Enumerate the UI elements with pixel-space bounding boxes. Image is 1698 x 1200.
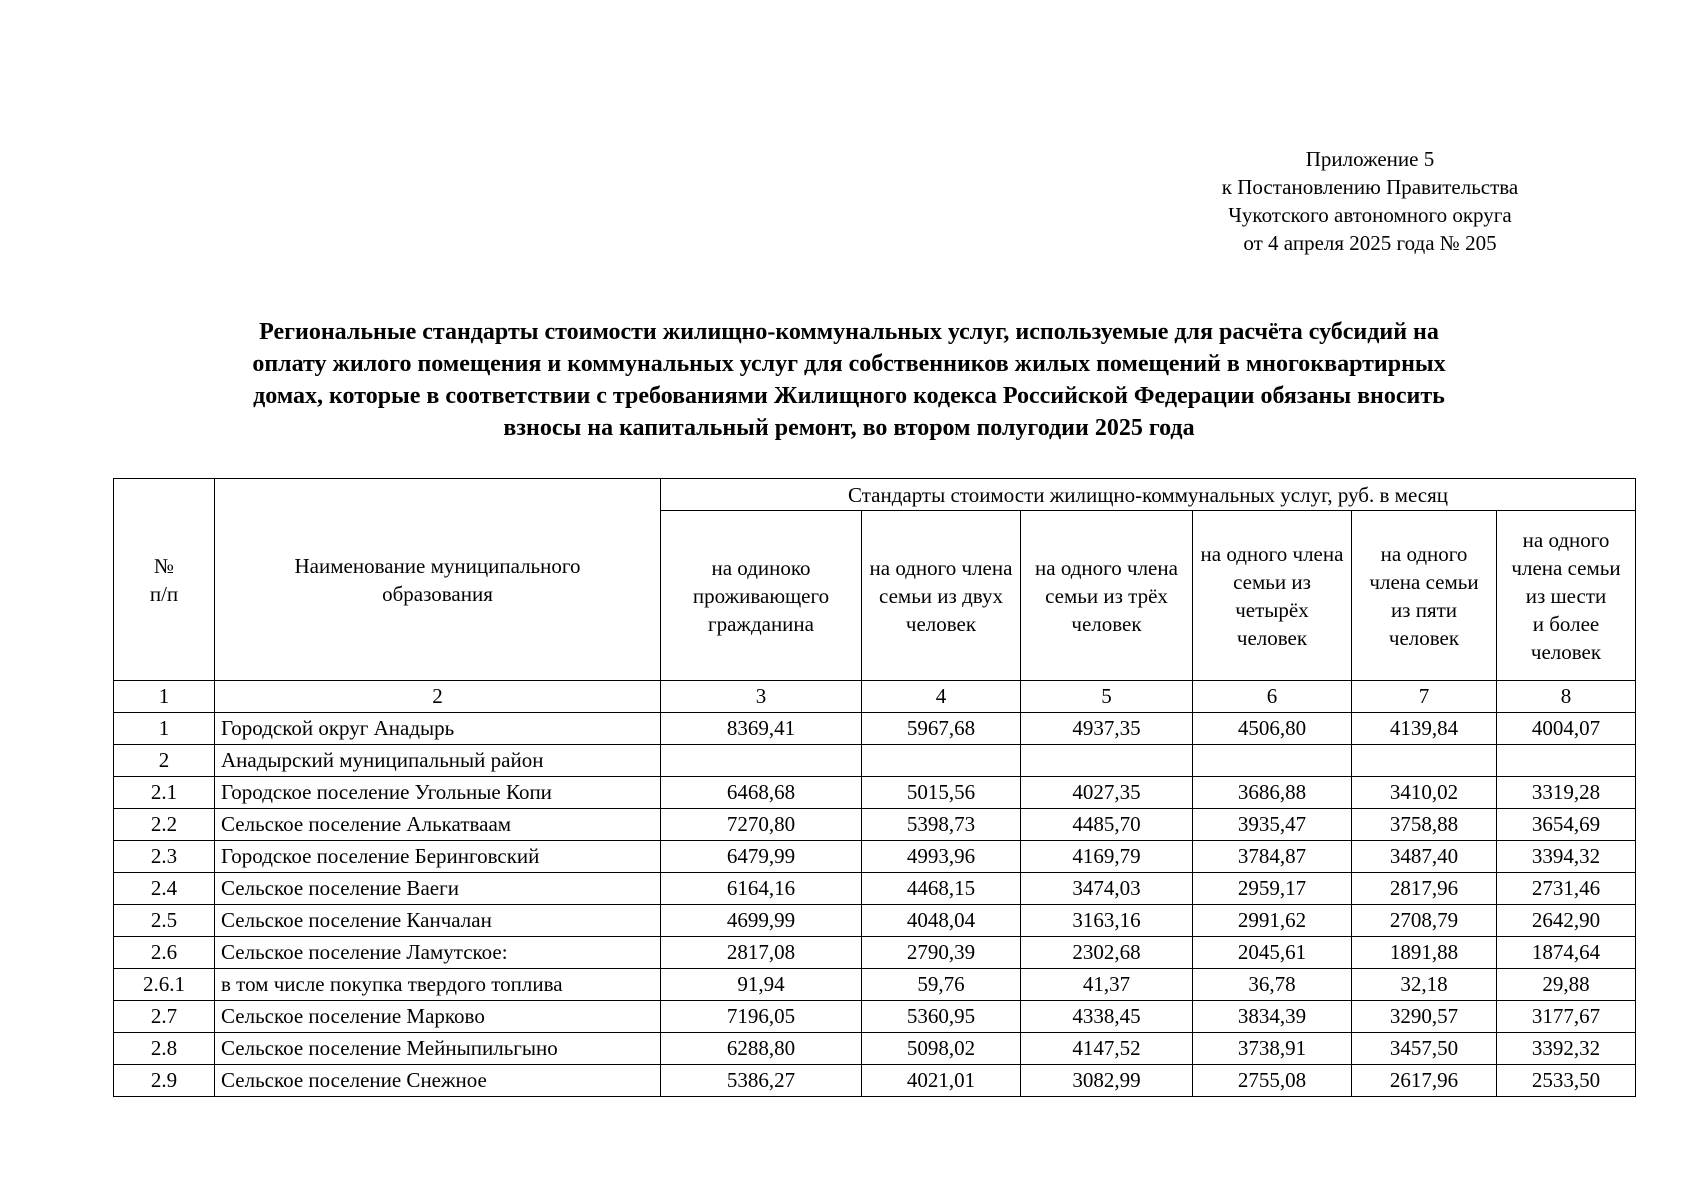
cost-value bbox=[661, 745, 862, 777]
column-number: 7 bbox=[1352, 681, 1497, 713]
cost-value: 4027,35 bbox=[1021, 777, 1193, 809]
column-number: 6 bbox=[1193, 681, 1352, 713]
municipality-name: Городской округ Анадырь bbox=[215, 713, 661, 745]
column-number: 3 bbox=[661, 681, 862, 713]
cost-value: 5015,56 bbox=[862, 777, 1021, 809]
title-line: взносы на капитальный ремонт, во втором полугодии 2025 года bbox=[503, 415, 1195, 441]
row-number: 2.7 bbox=[114, 1001, 215, 1033]
cost-value: 2617,96 bbox=[1352, 1065, 1497, 1097]
row-number: 2.3 bbox=[114, 841, 215, 873]
row-number: 2.6.1 bbox=[114, 969, 215, 1001]
cost-value: 3654,69 bbox=[1497, 809, 1636, 841]
cost-value: 3784,87 bbox=[1193, 841, 1352, 873]
cost-value: 2533,50 bbox=[1497, 1065, 1636, 1097]
cost-value: 36,78 bbox=[1193, 969, 1352, 1001]
header-name: Наименование муниципального образования bbox=[215, 479, 661, 681]
cost-value: 2731,46 bbox=[1497, 873, 1636, 905]
cost-value: 2959,17 bbox=[1193, 873, 1352, 905]
municipality-name: в том числе покупка твердого топлива bbox=[215, 969, 661, 1001]
cost-value: 3082,99 bbox=[1021, 1065, 1193, 1097]
row-number: 2 bbox=[114, 745, 215, 777]
cost-value bbox=[862, 745, 1021, 777]
cost-value: 5967,68 bbox=[862, 713, 1021, 745]
cost-value: 2817,08 bbox=[661, 937, 862, 969]
header-col5: на одного члена семьи из трёх человек bbox=[1021, 511, 1193, 681]
row-number: 2.2 bbox=[114, 809, 215, 841]
cost-value: 4048,04 bbox=[862, 905, 1021, 937]
cost-value: 59,76 bbox=[862, 969, 1021, 1001]
cost-value: 2302,68 bbox=[1021, 937, 1193, 969]
cost-value: 3686,88 bbox=[1193, 777, 1352, 809]
municipality-name: Сельское поселение Снежное bbox=[215, 1065, 661, 1097]
cost-value bbox=[1497, 745, 1636, 777]
cost-value: 3935,47 bbox=[1193, 809, 1352, 841]
cost-value: 91,94 bbox=[661, 969, 862, 1001]
column-number: 8 bbox=[1497, 681, 1636, 713]
header-group: Стандарты стоимости жилищно-коммунальных услуг, руб. в месяц bbox=[661, 479, 1636, 511]
cost-value: 29,88 bbox=[1497, 969, 1636, 1001]
cost-value: 4169,79 bbox=[1021, 841, 1193, 873]
document-title bbox=[120, 316, 1578, 444]
cost-value: 4004,07 bbox=[1497, 713, 1636, 745]
table-row bbox=[114, 777, 1636, 809]
table-row bbox=[114, 713, 1636, 745]
table-row bbox=[114, 745, 1636, 777]
municipality-name: Сельское поселение Ламутское: bbox=[215, 937, 661, 969]
cost-value: 5360,95 bbox=[862, 1001, 1021, 1033]
header-col8-line1: на одного члена семьи из шести bbox=[1511, 527, 1621, 608]
header-col6: на одного члена семьи из четырёх человек bbox=[1193, 511, 1352, 681]
column-number: 5 bbox=[1021, 681, 1193, 713]
table-row bbox=[114, 937, 1636, 969]
title-line: Региональные стандарты стоимости жилищно-коммунальных услуг, используемые для расчёта субсидий на bbox=[259, 319, 1439, 345]
cost-value: 4485,70 bbox=[1021, 809, 1193, 841]
cost-value: 4506,80 bbox=[1193, 713, 1352, 745]
column-number: 2 bbox=[215, 681, 661, 713]
row-number: 2.6 bbox=[114, 937, 215, 969]
cost-value: 3163,16 bbox=[1021, 905, 1193, 937]
column-number: 1 bbox=[114, 681, 215, 713]
cost-value: 2755,08 bbox=[1193, 1065, 1352, 1097]
cost-value: 6468,68 bbox=[661, 777, 862, 809]
cost-value: 5386,27 bbox=[661, 1065, 862, 1097]
appendix-line: Чукотского автономного округа bbox=[1228, 203, 1512, 227]
municipality-name: Сельское поселение Мейныпильгыно bbox=[215, 1033, 661, 1065]
row-number: 2.4 bbox=[114, 873, 215, 905]
cost-value bbox=[1193, 745, 1352, 777]
cost-value: 8369,41 bbox=[661, 713, 862, 745]
cost-value: 4338,45 bbox=[1021, 1001, 1193, 1033]
header-col7: на одного члена семьи из пяти человек bbox=[1352, 511, 1497, 681]
header-col8-line2: и более человек bbox=[1530, 611, 1602, 664]
cost-value: 2817,96 bbox=[1352, 873, 1497, 905]
appendix-block bbox=[1150, 145, 1590, 257]
cost-value: 3487,40 bbox=[1352, 841, 1497, 873]
header-col3: на одиноко проживающего гражданина bbox=[661, 511, 862, 681]
header-col8 bbox=[1497, 511, 1636, 681]
header-number bbox=[114, 479, 215, 681]
municipality-name: Городское поселение Беринговский bbox=[215, 841, 661, 873]
cost-value: 32,18 bbox=[1352, 969, 1497, 1001]
municipality-name: Городское поселение Угольные Копи bbox=[215, 777, 661, 809]
cost-value: 3474,03 bbox=[1021, 873, 1193, 905]
cost-value: 2642,90 bbox=[1497, 905, 1636, 937]
row-number: 2.1 bbox=[114, 777, 215, 809]
municipality-name: Анадырский муниципальный район bbox=[215, 745, 661, 777]
title-line: домах, которые в соответствии с требованиями Жилищного кодекса Российской Федерации обязаны вносить bbox=[253, 383, 1445, 409]
row-number: 2.8 bbox=[114, 1033, 215, 1065]
cost-value: 41,37 bbox=[1021, 969, 1193, 1001]
table-row bbox=[114, 1033, 1636, 1065]
cost-value: 2790,39 bbox=[862, 937, 1021, 969]
cost-value: 3177,67 bbox=[1497, 1001, 1636, 1033]
column-number: 4 bbox=[862, 681, 1021, 713]
cost-value bbox=[1021, 745, 1193, 777]
cost-value: 7270,80 bbox=[661, 809, 862, 841]
cost-value: 3394,32 bbox=[1497, 841, 1636, 873]
cost-value: 3738,91 bbox=[1193, 1033, 1352, 1065]
cost-value: 3457,50 bbox=[1352, 1033, 1497, 1065]
standards-table bbox=[113, 478, 1636, 1097]
cost-value: 3290,57 bbox=[1352, 1001, 1497, 1033]
table-row bbox=[114, 841, 1636, 873]
table-row bbox=[114, 969, 1636, 1001]
row-number: 2.9 bbox=[114, 1065, 215, 1097]
appendix-line: к Постановлению Правительства bbox=[1221, 175, 1519, 199]
table-row bbox=[114, 1001, 1636, 1033]
cost-value bbox=[1352, 745, 1497, 777]
cost-value: 2708,79 bbox=[1352, 905, 1497, 937]
cost-value: 4139,84 bbox=[1352, 713, 1497, 745]
cost-value: 6288,80 bbox=[661, 1033, 862, 1065]
table-row bbox=[114, 1065, 1636, 1097]
municipality-name: Сельское поселение Ваеги bbox=[215, 873, 661, 905]
cost-value: 6164,16 bbox=[661, 873, 862, 905]
row-number: 1 bbox=[114, 713, 215, 745]
header-number-line1: № bbox=[153, 553, 175, 578]
cost-value: 3758,88 bbox=[1352, 809, 1497, 841]
cost-value: 4937,35 bbox=[1021, 713, 1193, 745]
cost-value: 4147,52 bbox=[1021, 1033, 1193, 1065]
header-number-line2: п/п bbox=[149, 581, 179, 606]
cost-value: 1874,64 bbox=[1497, 937, 1636, 969]
header-col4: на одного члена семьи из двух человек bbox=[862, 511, 1021, 681]
table-row bbox=[114, 905, 1636, 937]
municipality-name: Сельское поселение Канчалан bbox=[215, 905, 661, 937]
cost-value: 7196,05 bbox=[661, 1001, 862, 1033]
cost-value: 2045,61 bbox=[1193, 937, 1352, 969]
table-row bbox=[114, 809, 1636, 841]
municipality-name: Сельское поселение Марково bbox=[215, 1001, 661, 1033]
cost-value: 3834,39 bbox=[1193, 1001, 1352, 1033]
municipality-name: Сельское поселение Алькатваам bbox=[215, 809, 661, 841]
title-line: оплату жилого помещения и коммунальных услуг для собственников жилых помещений в многоквартирных bbox=[252, 351, 1446, 377]
cost-value: 6479,99 bbox=[661, 841, 862, 873]
row-number: 2.5 bbox=[114, 905, 215, 937]
cost-value: 3319,28 bbox=[1497, 777, 1636, 809]
column-number-row bbox=[114, 681, 1636, 713]
cost-value: 4021,01 bbox=[862, 1065, 1021, 1097]
cost-value: 3410,02 bbox=[1352, 777, 1497, 809]
cost-value: 4699,99 bbox=[661, 905, 862, 937]
cost-value: 2991,62 bbox=[1193, 905, 1352, 937]
cost-value: 3392,32 bbox=[1497, 1033, 1636, 1065]
cost-value: 5098,02 bbox=[862, 1033, 1021, 1065]
cost-value: 4468,15 bbox=[862, 873, 1021, 905]
cost-value: 1891,88 bbox=[1352, 937, 1497, 969]
appendix-line: от 4 апреля 2025 года № 205 bbox=[1243, 231, 1497, 255]
cost-value: 5398,73 bbox=[862, 809, 1021, 841]
appendix-line: Приложение 5 bbox=[1305, 147, 1435, 171]
cost-value: 4993,96 bbox=[862, 841, 1021, 873]
table-row bbox=[114, 873, 1636, 905]
